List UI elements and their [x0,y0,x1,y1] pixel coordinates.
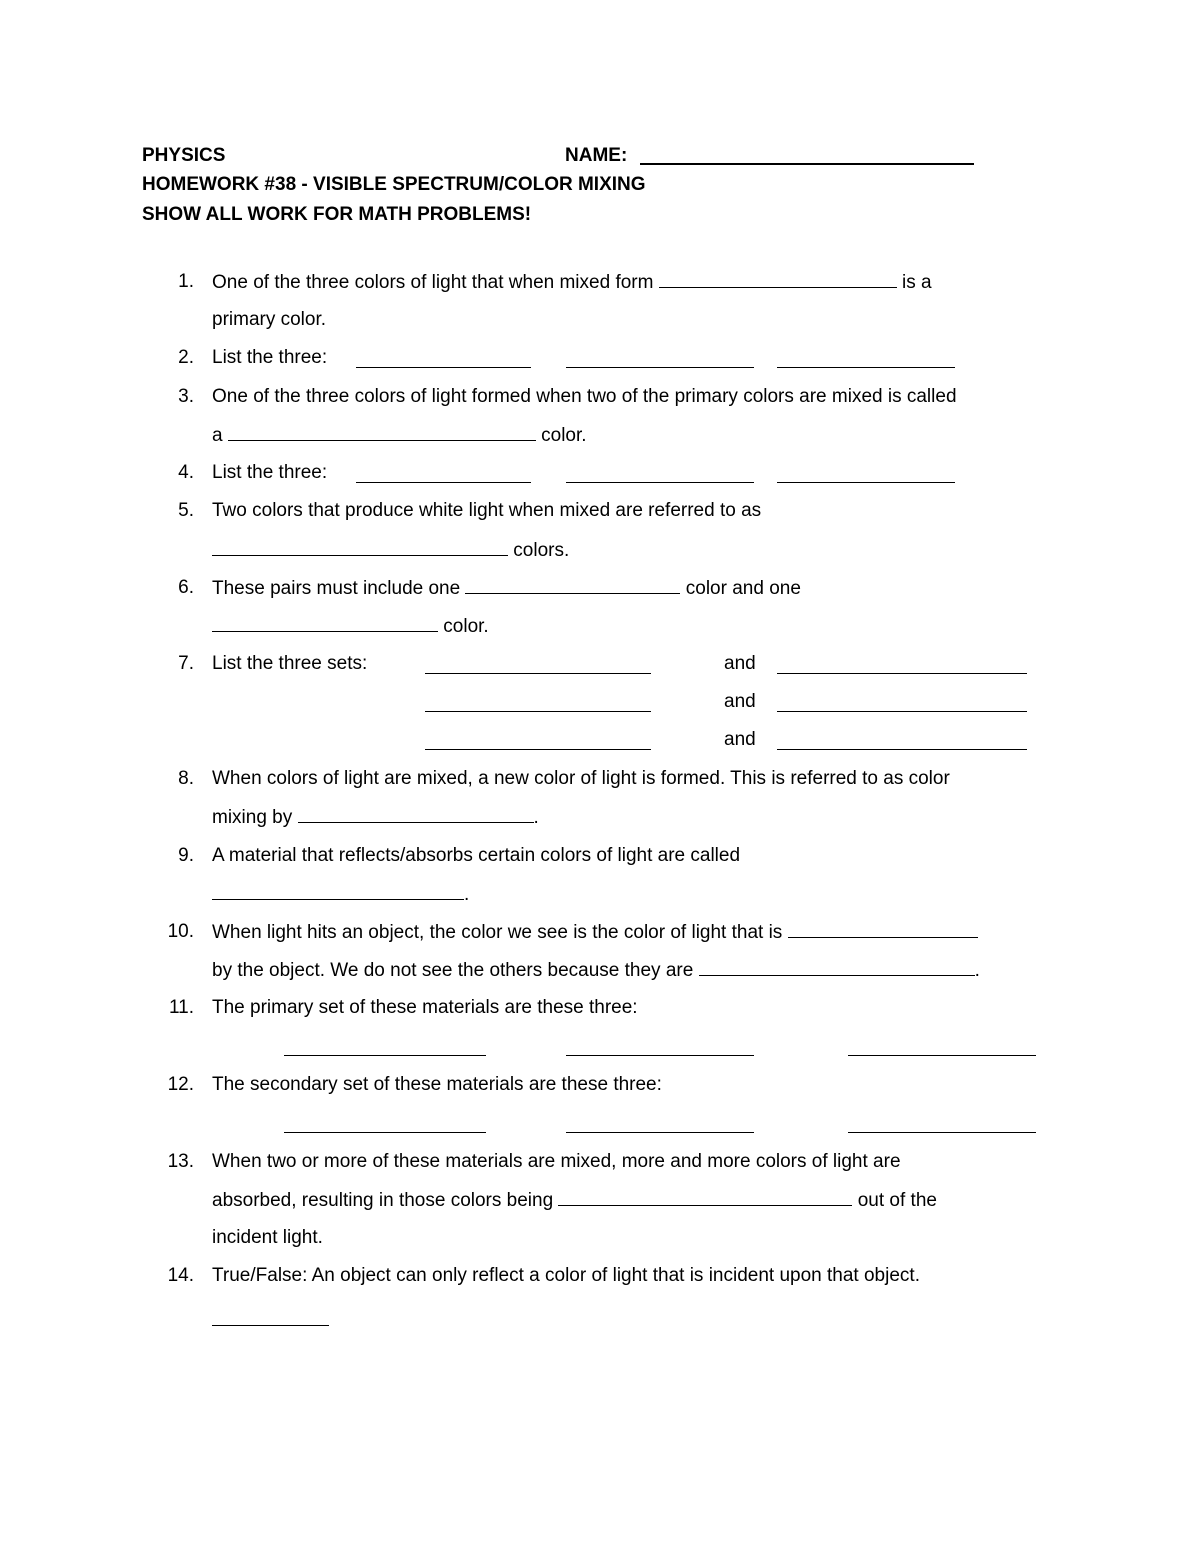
name-field[interactable] [640,163,974,165]
question-7-text: List the three sets: [212,653,368,674]
question-number: 3. [178,386,194,407]
question-12-text: The secondary set of these materials are these three: [212,1074,662,1095]
question-5-cont: colors. [212,538,569,563]
answer-blank[interactable] [212,882,464,900]
instructions: SHOW ALL WORK FOR MATH PROBLEMS! [142,204,532,225]
answer-blank[interactable] [566,1055,754,1056]
answer-blank[interactable] [777,749,1027,750]
answer-blank[interactable] [298,805,534,823]
question-2-text: List the three: [212,347,328,368]
question-6-cont: color. [212,614,489,639]
question-13-cont: absorbed, resulting in those colors being out of the [212,1190,937,1211]
question-number: 12. [167,1074,194,1095]
subject-label: PHYSICS [142,145,226,166]
answer-blank[interactable] [848,1055,1036,1056]
question-13-text: When two or more of these materials are mixed, more and more colors of light are [212,1151,901,1172]
answer-blank[interactable] [558,1188,852,1206]
question-9-text: A material that reflects/absorbs certain colors of light are called [212,845,741,866]
question-number: 1. [178,271,194,292]
question-3-cont: a color. [212,425,587,446]
answer-blank[interactable] [777,367,955,368]
answer-blank[interactable] [659,270,897,288]
answer-blank[interactable] [356,367,531,368]
answer-blank[interactable] [425,673,651,674]
question-number: 2. [178,347,194,368]
answer-blank[interactable] [356,482,531,483]
question-13-end: incident light. [212,1227,323,1248]
answer-blank[interactable] [777,673,1027,674]
and-label: and [724,729,756,750]
and-label: and [724,653,756,674]
answer-blank[interactable] [699,958,975,976]
answer-blank[interactable] [228,423,536,441]
answer-blank[interactable] [566,482,754,483]
question-number: 13. [167,1151,194,1172]
question-number: 5. [178,500,194,521]
answer-blank[interactable] [465,576,680,594]
question-11-text: The primary set of these materials are these three: [212,997,638,1018]
question-8-cont: mixing by . [212,807,539,828]
question-8-text: When colors of light are mixed, a new color of light is formed. This is referred to as color [212,768,950,789]
answer-blank[interactable] [566,1132,754,1133]
answer-blank[interactable] [777,711,1027,712]
answer-blank[interactable] [848,1132,1036,1133]
answer-blank[interactable] [212,538,508,556]
question-10-cont: by the object. We do not see the others because they are . [212,960,980,981]
answer-blank[interactable] [284,1132,486,1133]
name-label: NAME: [565,145,628,166]
question-number: 6. [178,577,194,598]
question-number: 14. [167,1265,194,1286]
question-9-cont: . [212,882,469,907]
question-1-text: One of the three colors of light that when mixed form is a [212,272,932,293]
question-number: 9. [178,845,194,866]
question-10-text: When light hits an object, the color we see is the color of light that is [212,920,978,945]
homework-title: HOMEWORK #38 - VISIBLE SPECTRUM/COLOR MIXING [142,174,646,195]
answer-blank[interactable] [284,1055,486,1056]
question-number: 10. [167,921,194,942]
and-label: and [724,691,756,712]
question-14-text: True/False: An object can only reflect a color of light that is incident upon that object. [212,1265,920,1286]
question-6-text: These pairs must include one color and one [212,578,801,599]
answer-blank[interactable] [788,920,978,938]
question-number: 4. [178,462,194,483]
question-4-text: List the three: [212,462,328,483]
question-number: 11. [168,997,194,1018]
answer-blank[interactable] [212,1325,329,1326]
answer-blank[interactable] [425,711,651,712]
question-number: 8. [178,768,194,789]
question-1-cont: primary color. [212,309,327,330]
answer-blank[interactable] [777,482,955,483]
question-5-text: Two colors that produce white light when mixed are referred to as [212,500,762,521]
answer-blank[interactable] [212,614,438,632]
question-3-text: One of the three colors of light formed when two of the primary colors are mixed is called [212,386,957,407]
answer-blank[interactable] [566,367,754,368]
question-number: 7. [178,653,194,674]
answer-blank[interactable] [425,749,651,750]
